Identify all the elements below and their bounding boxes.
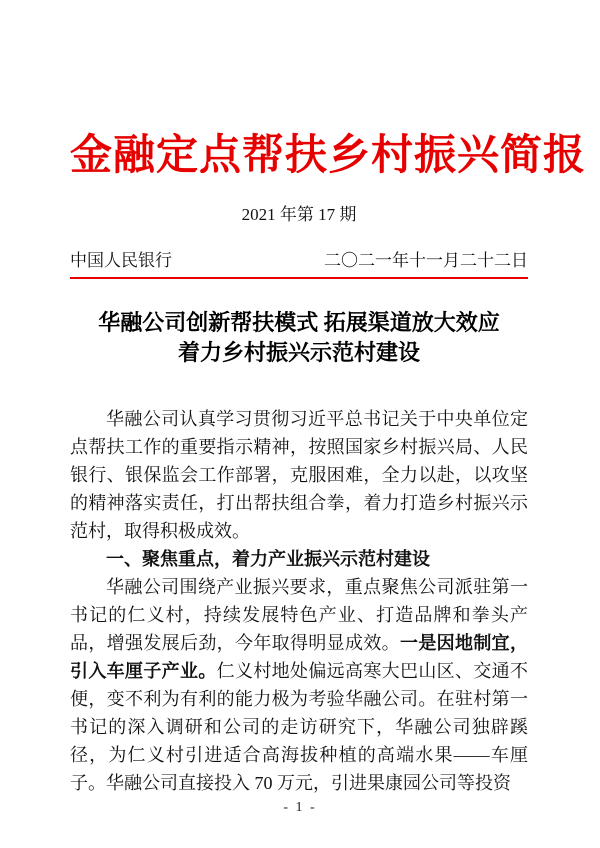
- issue-number: 2021 年第 17 期: [241, 204, 357, 224]
- article-title: [70, 308, 528, 368]
- article-body: [70, 405, 528, 797]
- section-1-heading: 一、聚焦重点，着力产业振兴示范村建设: [106, 548, 430, 569]
- org-date-row: [70, 251, 528, 271]
- article-title-line1: 华融公司创新帮扶模式 拓展渠道放大效应: [98, 309, 500, 335]
- article-title-line2: 着力乡村振兴示范村建设: [177, 339, 420, 365]
- issuing-organization: 中国人民银行: [70, 250, 172, 270]
- page-number: - 1 -: [283, 800, 317, 815]
- paragraph-2-bold-emphasis: 一是因地制宜，引入车厘子产业。: [70, 632, 528, 681]
- document-date: 二〇二一年十一月二十二日: [324, 250, 528, 270]
- paragraph-2: [70, 573, 528, 797]
- bulletin-masthead-title: 金融定点帮扶乡村振兴简报: [70, 133, 587, 179]
- paragraph-1: 华融公司认真学习贯彻习近平总书记关于中央单位定点帮扶工作的重要指示精神，按照国家乡村振兴局、人民银行、银保监会工作部署，克服困难，全力以赴，以攻坚的精神落实责任，打出帮扶组合拳，着力打造乡村振兴示范村，取得积极成效。: [70, 408, 528, 541]
- masthead-divider-rule: [70, 277, 528, 279]
- paragraph-2-text-continued: 仁义村地处偏远高寒大巴山区、交通不便，变不利为有利的能力极为考验华融公司。在驻村第一书记的深入调研和公司的走访研究下，华融公司独辟蹊径，为仁义村引进适合高海拔种植的高端水果——车厘子。华融公司直接投入 70 万元，引进果康园公司等投资: [70, 660, 529, 793]
- paragraph-2-text: 华融公司围绕产业振兴要求，重点聚焦公司派驻第一书记的仁义村，持续发展特色产业、打造品牌和拳头产品，增强发展后劲，今年取得明显成效。: [70, 576, 528, 653]
